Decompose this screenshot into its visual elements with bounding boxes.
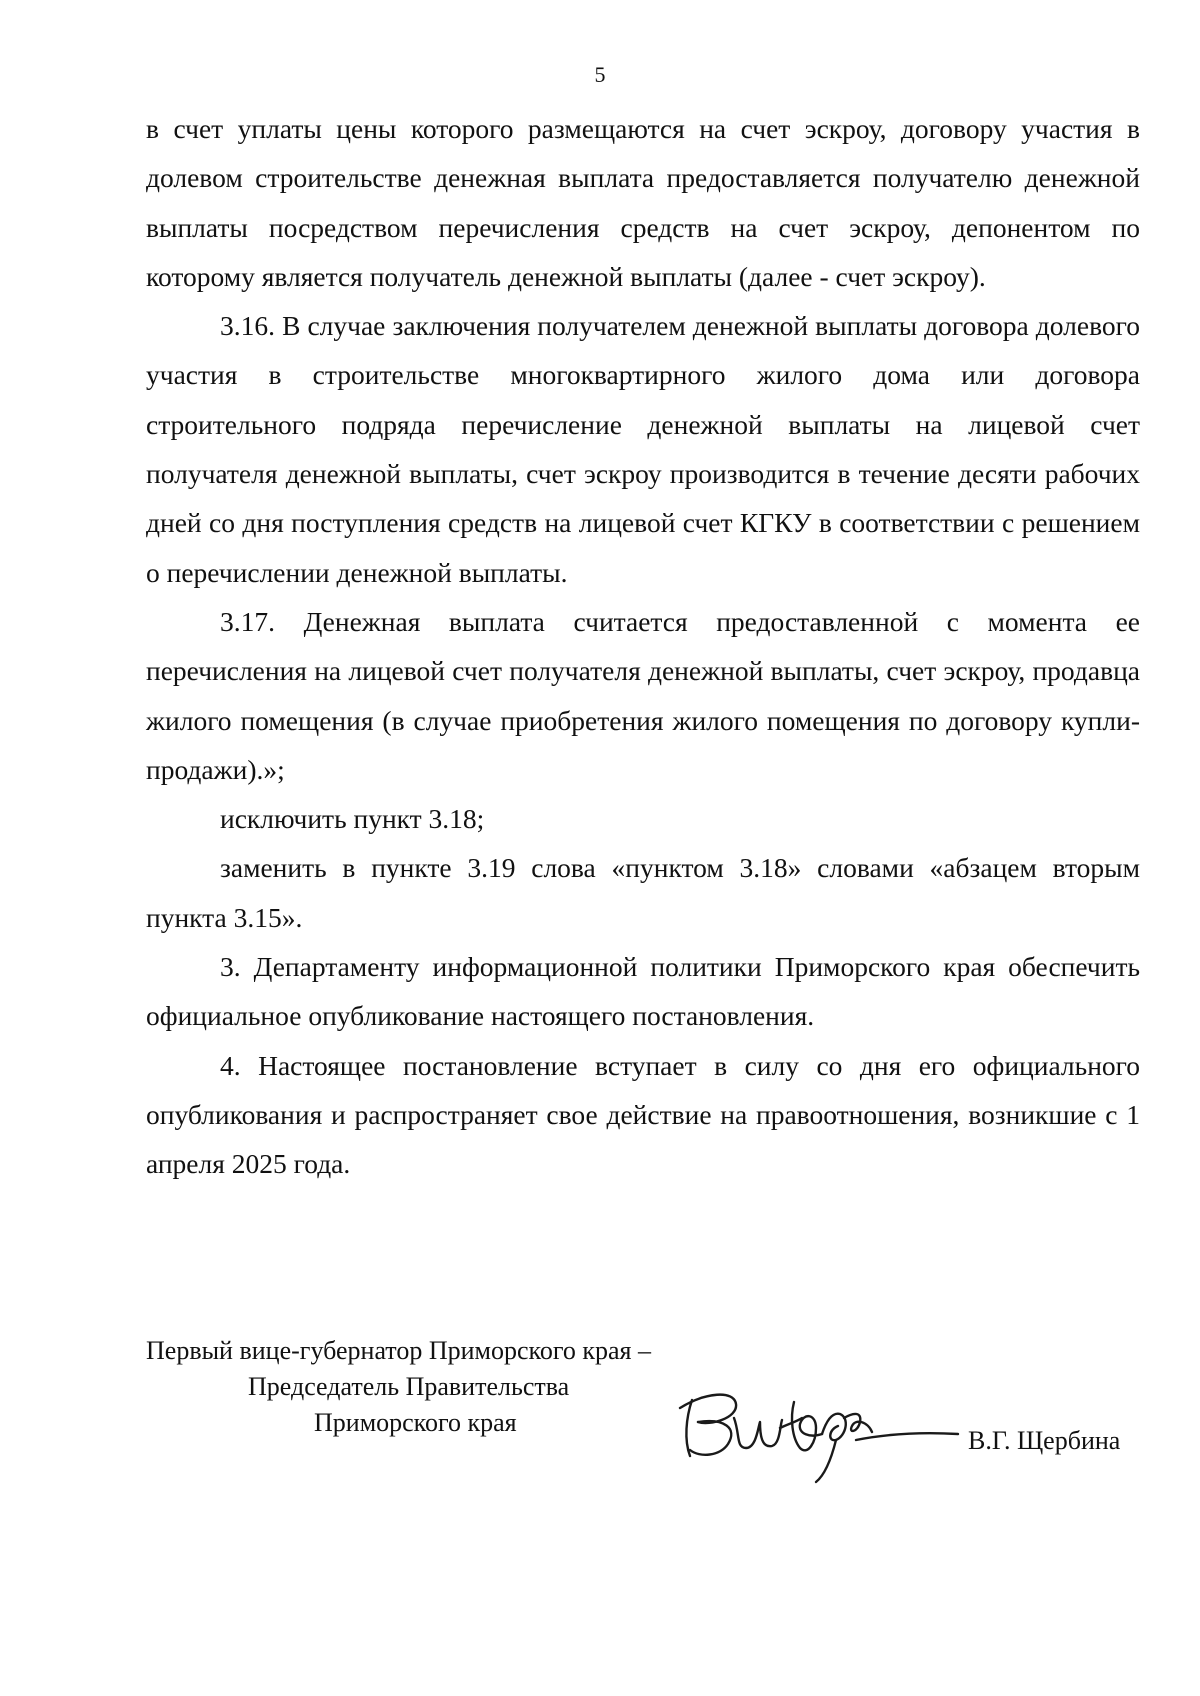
paragraph-item-3: 3. Департаменту информационной политики Приморского края обеспечить официальное опубликование настоящего постановления.: [146, 951, 1140, 1032]
signatory-name: В.Г. Щербина: [968, 1426, 1121, 1455]
signature-title-line-1: Первый вице-губернатор Приморского края –: [146, 1336, 651, 1365]
document-body: [146, 104, 1140, 1189]
signature-title: [146, 1333, 766, 1441]
signature-title-line-2: Председатель Правительства: [248, 1372, 570, 1401]
paragraph-3-17: 3.17. Денежная выплата считается предоставленной с момента ее перечисления на лицевой счет получателя денежной выплаты, счет эскроу, продавца жилого помещения (в случае приобретения жилого помещения по договору купли-продажи).»;: [146, 605, 1140, 785]
paragraph-replace-3-19: заменить в пункте 3.19 слова «пунктом 3.18» словами «абзацем вторым пункта 3.15».: [146, 852, 1140, 933]
paragraph-exclude-3-18: исключить пункт 3.18;: [220, 803, 485, 835]
signature-title-line-3: Приморского края: [314, 1408, 517, 1437]
paragraph-3-16: 3.16. В случае заключения получателем денежной выплаты договора долевого участия в строительстве многоквартирного жилого дома или договора строительного подряда перечисление денежной выплаты на лицевой счет получателя денежной выплаты, счет эскроу производится в течение десяти рабочих дней со дня поступления средств на лицевой счет КГКУ в соответствии с решением о перечислении денежной выплаты.: [146, 310, 1140, 588]
page-number: 5: [594, 62, 606, 87]
paragraph-item-4: 4. Настоящее постановление вступает в силу со дня его официального опубликования и распространяет свое действие на правоотношения, возникшие с 1 апреля 2025 года.: [146, 1049, 1140, 1180]
paragraph-escrow-continuation: в счет уплаты цены которого размещаются на счет эскроу, договору участия в долевом строительстве денежная выплата предоставляется получателю денежной выплаты посредством перечисления средств на счет эскроу, депонентом по которому является получатель денежной выплаты (далее - счет эскроу).: [146, 113, 1140, 292]
handwritten-signature: [676, 1378, 966, 1488]
